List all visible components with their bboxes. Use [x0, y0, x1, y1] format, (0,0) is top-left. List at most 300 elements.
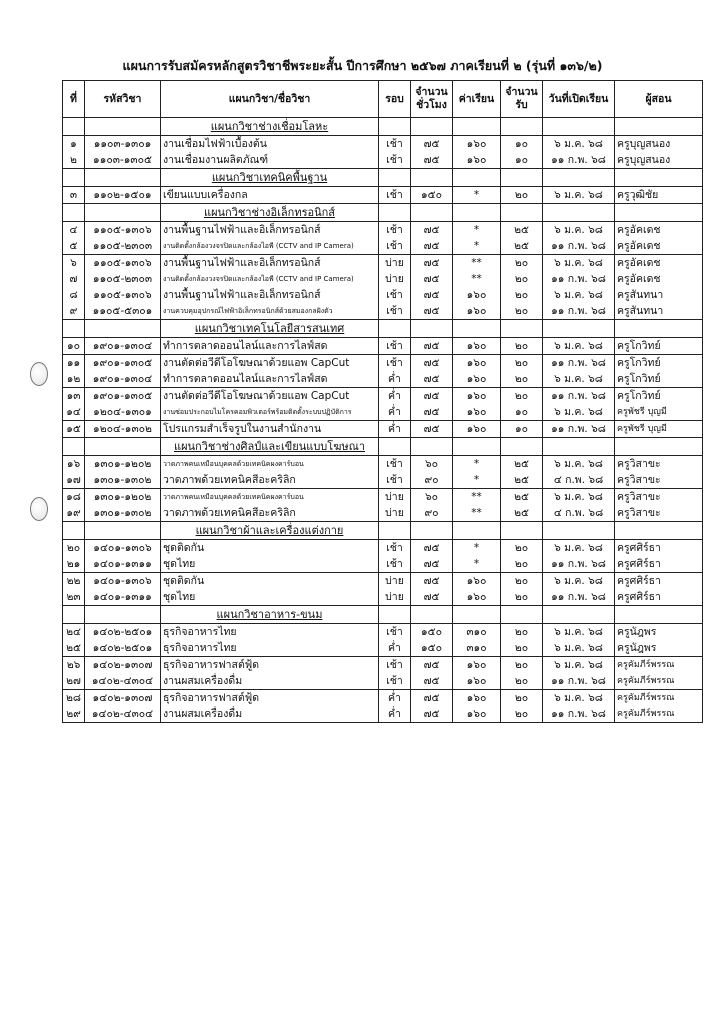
seats: ๑๐: [501, 136, 543, 153]
course-code: ๑๒๐๔-๑๓๐๑: [85, 404, 161, 421]
course-code: ๑๑๐๕-๕๓๐๑: [85, 303, 161, 320]
instructor: ครูอัคเดช: [615, 255, 703, 272]
fee: ๑๖๐: [453, 404, 501, 421]
fee: ๑๖๐: [453, 371, 501, 388]
course-code: ๑๓๐๑-๑๓๐๒: [85, 472, 161, 489]
col-header-start-date: วันที่เปิดเรียน: [543, 81, 615, 118]
section-header-cell: [85, 118, 161, 136]
hours: ๗๕: [411, 338, 453, 355]
instructor: ครูคัมภีร์พรรณ: [615, 690, 703, 707]
course-name: งานพื้นฐานไฟฟ้าและอิเล็กทรอนิกส์: [161, 255, 379, 272]
table-row: [63, 657, 703, 674]
section-header-cell: [379, 606, 411, 624]
course-code: ๑๓๐๑-๑๒๐๒: [85, 456, 161, 473]
seats: ๒๕: [501, 456, 543, 473]
seats: ๒๐: [501, 556, 543, 573]
course-code: ๑๙๐๑-๑๓๐๕: [85, 355, 161, 372]
round: บ่าย: [379, 489, 411, 506]
section-header-cell: [615, 320, 703, 338]
fee: *: [453, 556, 501, 573]
table-row: [63, 338, 703, 355]
row-no: ๒๘: [63, 690, 85, 707]
row-no: ๑๒: [63, 371, 85, 388]
hours: ๗๕: [411, 355, 453, 372]
fee: **: [453, 505, 501, 522]
section-header-cell: [63, 438, 85, 456]
row-no: ๑๓: [63, 388, 85, 405]
instructor: ครูสันทนา: [615, 287, 703, 303]
start-date: ๖ ม.ค. ๖๘: [543, 640, 615, 657]
table-row: [63, 421, 703, 438]
start-date: ๖ ม.ค. ๖๘: [543, 690, 615, 707]
section-header-cell: [453, 438, 501, 456]
section-header-cell: [453, 606, 501, 624]
table-row: [63, 472, 703, 489]
seats: ๒๐: [501, 589, 543, 606]
row-no: ๑๙: [63, 505, 85, 522]
round: ค่ำ: [379, 388, 411, 405]
table-row: [63, 355, 703, 372]
fee: ๓๑๐: [453, 624, 501, 641]
fee: *: [453, 540, 501, 557]
hours: ๗๕: [411, 706, 453, 723]
table-row: [63, 255, 703, 272]
row-no: ๑๕: [63, 421, 85, 438]
section-header-cell: [453, 169, 501, 187]
section-name: แผนกวิชาเทคโนโลยีสารสนเทศ: [161, 320, 379, 338]
course-name: ทำการตลาดออนไลน์และการไลฟ์สด: [161, 338, 379, 355]
row-no: ๒: [63, 152, 85, 169]
section-header-cell: [453, 204, 501, 222]
round: บ่าย: [379, 589, 411, 606]
seats: ๒๐: [501, 255, 543, 272]
course-code: ๑๓๐๑-๑๒๐๒: [85, 489, 161, 506]
fee: ๑๖๐: [453, 338, 501, 355]
section-header-cell: [615, 522, 703, 540]
start-date: ๖ ม.ค. ๖๘: [543, 540, 615, 557]
course-code: ๑๔๐๑-๑๓๑๑: [85, 589, 161, 606]
hours: ๗๕: [411, 255, 453, 272]
instructor: ครูคัมภีร์พรรณ: [615, 706, 703, 723]
course-name: งานเชื่อมงานผลิตภัณฑ์: [161, 152, 379, 169]
table-row: [63, 505, 703, 522]
seats: ๒๕: [501, 472, 543, 489]
course-name: ธุรกิจอาหารไทย: [161, 624, 379, 641]
fee: ๑๖๐: [453, 388, 501, 405]
course-name: ธุรกิจอาหารฟาสต์ฟู้ด: [161, 690, 379, 707]
hours: ๗๕: [411, 540, 453, 557]
table-row: [63, 540, 703, 557]
start-date: ๑๑ ก.พ. ๖๘: [543, 673, 615, 690]
seats: ๑๐: [501, 152, 543, 169]
round: บ่าย: [379, 573, 411, 590]
hours: ๖๐: [411, 489, 453, 506]
start-date: ๖ ม.ค. ๖๘: [543, 404, 615, 421]
section-header-cell: [85, 320, 161, 338]
course-code: ๑๔๐๒-๑๓๐๗: [85, 657, 161, 674]
course-code: ๑๑๐๕-๒๓๐๓: [85, 238, 161, 255]
section-header-cell: [63, 169, 85, 187]
fee: ๑๖๐: [453, 421, 501, 438]
course-code: ๑๓๐๑-๑๓๐๒: [85, 505, 161, 522]
table-row: [63, 152, 703, 169]
section-header: [63, 320, 703, 338]
section-header-cell: [85, 204, 161, 222]
section-header-cell: [85, 169, 161, 187]
table-row: [63, 489, 703, 506]
round: เช้า: [379, 673, 411, 690]
section-header-cell: [615, 169, 703, 187]
section-name: แผนกวิชาช่างอิเล็กทรอนิกส์: [161, 204, 379, 222]
round: เช้า: [379, 456, 411, 473]
col-header-round: รอบ: [379, 81, 411, 118]
round: เช้า: [379, 303, 411, 320]
instructor: ครูศศิร์ธา: [615, 573, 703, 590]
table-row: [63, 271, 703, 287]
instructor: ครูศศิร์ธา: [615, 540, 703, 557]
row-no: ๑: [63, 136, 85, 153]
hours: ๗๕: [411, 421, 453, 438]
course-schedule-table: [62, 80, 703, 723]
course-code: ๑๔๐๒-๔๓๐๔: [85, 706, 161, 723]
fee: ๑๖๐: [453, 303, 501, 320]
seats: ๒๐: [501, 338, 543, 355]
section-header-cell: [453, 522, 501, 540]
col-header-hours: จำนวนชั่วโมง: [411, 81, 453, 118]
section-header: [63, 522, 703, 540]
hours: ๗๕: [411, 690, 453, 707]
course-name: ชุดไทย: [161, 556, 379, 573]
course-name: งานผสมเครื่องดื่ม: [161, 706, 379, 723]
course-code: ๑๑๐๓-๑๓๐๑: [85, 136, 161, 153]
start-date: ๔ ก.พ. ๖๘: [543, 505, 615, 522]
round: เช้า: [379, 187, 411, 204]
row-no: ๒๐: [63, 540, 85, 557]
section-header-cell: [501, 438, 543, 456]
table-row: [63, 303, 703, 320]
section-header-cell: [543, 522, 615, 540]
seats: ๒๐: [501, 690, 543, 707]
instructor: ครูอัคเดช: [615, 222, 703, 239]
section-header-cell: [453, 118, 501, 136]
hours: ๗๕: [411, 589, 453, 606]
binder-hole: [30, 497, 48, 521]
start-date: ๖ ม.ค. ๖๘: [543, 136, 615, 153]
table-row: [63, 640, 703, 657]
round: บ่าย: [379, 505, 411, 522]
start-date: ๔ ก.พ. ๖๘: [543, 472, 615, 489]
course-name: วาดภาพคนเหมือนบุคคลด้วยเทคนิคผงคาร์บอน: [161, 456, 379, 473]
course-code: ๑๔๐๒-๑๓๐๗: [85, 690, 161, 707]
start-date: ๑๑ ก.พ. ๖๘: [543, 152, 615, 169]
table-row: [63, 136, 703, 153]
course-name: งานผสมเครื่องดื่ม: [161, 673, 379, 690]
hours: ๗๕: [411, 573, 453, 590]
table-row: [63, 690, 703, 707]
instructor: ครูพัชรี บุญมี: [615, 421, 703, 438]
round: ค่ำ: [379, 706, 411, 723]
section-header: [63, 118, 703, 136]
hours: ๗๕: [411, 152, 453, 169]
start-date: ๑๑ ก.พ. ๖๘: [543, 303, 615, 320]
instructor: ครูโกวิทย์: [615, 371, 703, 388]
row-no: ๔: [63, 222, 85, 239]
round: เช้า: [379, 136, 411, 153]
course-name: งานซ่อมประกอบไมโครคอมพิวเตอร์พร้อมติดตั้งระบบปฏิบัติการ: [161, 404, 379, 421]
course-name: งานพื้นฐานไฟฟ้าและอิเล็กทรอนิกส์: [161, 222, 379, 239]
instructor: ครูวิสาขะ: [615, 505, 703, 522]
table-header-row: [63, 81, 703, 118]
section-header-cell: [379, 118, 411, 136]
seats: ๒๐: [501, 388, 543, 405]
table-row: [63, 371, 703, 388]
row-no: ๖: [63, 255, 85, 272]
table-row: [63, 456, 703, 473]
hours: ๗๕: [411, 238, 453, 255]
instructor: ครูสันทนา: [615, 303, 703, 320]
table-row: [63, 238, 703, 255]
course-name: วาดภาพด้วยเทคนิคสีอะคริลิก: [161, 472, 379, 489]
round: บ่าย: [379, 271, 411, 287]
course-code: ๑๑๐๕-๒๓๐๓: [85, 271, 161, 287]
fee: **: [453, 255, 501, 272]
section-name: แผนกวิชาเทคนิคพื้นฐาน: [161, 169, 379, 187]
course-code: ๑๑๐๕-๑๓๐๖: [85, 222, 161, 239]
course-name: เขียนแบบเครื่องกล: [161, 187, 379, 204]
fee: ๑๖๐: [453, 355, 501, 372]
section-header-cell: [63, 320, 85, 338]
section-header-cell: [501, 118, 543, 136]
fee: ๑๖๐: [453, 136, 501, 153]
seats: ๑๐: [501, 421, 543, 438]
course-name: งานเชื่อมไฟฟ้าเบื้องต้น: [161, 136, 379, 153]
table-row: [63, 706, 703, 723]
course-code: ๑๑๐๒-๑๕๐๑: [85, 187, 161, 204]
fee: ๓๑๐: [453, 640, 501, 657]
section-header-cell: [379, 204, 411, 222]
start-date: ๑๑ ก.พ. ๖๘: [543, 706, 615, 723]
row-no: ๕: [63, 238, 85, 255]
start-date: ๖ ม.ค. ๖๘: [543, 573, 615, 590]
section-header-cell: [411, 606, 453, 624]
round: เช้า: [379, 624, 411, 641]
hours: ๖๐: [411, 456, 453, 473]
table-body: [63, 118, 703, 723]
table-row: [63, 187, 703, 204]
section-header-cell: [615, 204, 703, 222]
fee: ๑๖๐: [453, 706, 501, 723]
instructor: ครูนัฎพร: [615, 640, 703, 657]
seats: ๒๐: [501, 640, 543, 657]
section-header-cell: [63, 204, 85, 222]
row-no: ๗: [63, 271, 85, 287]
hours: ๗๕: [411, 287, 453, 303]
col-header-fee: ค่าเรียน: [453, 81, 501, 118]
instructor: ครูบุญสนอง: [615, 136, 703, 153]
section-header-cell: [615, 118, 703, 136]
section-header-cell: [411, 169, 453, 187]
course-code: ๑๔๐๒-๒๕๐๑: [85, 624, 161, 641]
instructor: ครูอัคเดช: [615, 238, 703, 255]
seats: ๒๐: [501, 187, 543, 204]
fee: ๑๖๐: [453, 152, 501, 169]
table-row: [63, 589, 703, 606]
course-name: ชุดติดกัน: [161, 573, 379, 590]
round: ค่ำ: [379, 421, 411, 438]
section-header: [63, 606, 703, 624]
fee: ๑๖๐: [453, 690, 501, 707]
row-no: ๓: [63, 187, 85, 204]
course-name: งานควบคุมอุปกรณ์ไฟฟ้าอิเล็กทรอนิกส์ด้วยสมองกลฝังตัว: [161, 303, 379, 320]
row-no: ๑๔: [63, 404, 85, 421]
seats: ๑๐: [501, 404, 543, 421]
instructor: ครูคัมภีร์พรรณ: [615, 657, 703, 674]
start-date: ๖ ม.ค. ๖๘: [543, 222, 615, 239]
table-row: [63, 287, 703, 303]
start-date: ๖ ม.ค. ๖๘: [543, 187, 615, 204]
course-code: ๑๑๐๕-๑๓๐๖: [85, 287, 161, 303]
instructor: ครูโกวิทย์: [615, 338, 703, 355]
round: ค่ำ: [379, 371, 411, 388]
instructor: ครูวิสาขะ: [615, 472, 703, 489]
hours: ๗๕: [411, 303, 453, 320]
instructor: ครูนัฎพร: [615, 624, 703, 641]
course-name: ชุดติดกัน: [161, 540, 379, 557]
course-code: ๑๔๐๒-๒๕๐๑: [85, 640, 161, 657]
start-date: ๑๑ ก.พ. ๖๘: [543, 271, 615, 287]
course-code: ๑๑๐๓-๑๓๐๕: [85, 152, 161, 169]
row-no: ๒๗: [63, 673, 85, 690]
course-code: ๑๔๐๑-๑๓๐๖: [85, 540, 161, 557]
round: เช้า: [379, 222, 411, 239]
start-date: ๖ ม.ค. ๖๘: [543, 456, 615, 473]
row-no: ๒๖: [63, 657, 85, 674]
fee: ๑๖๐: [453, 673, 501, 690]
course-code: ๑๒๐๔-๑๓๐๒: [85, 421, 161, 438]
row-no: ๒๒: [63, 573, 85, 590]
round: เช้า: [379, 287, 411, 303]
fee: *: [453, 472, 501, 489]
round: ค่ำ: [379, 404, 411, 421]
course-name: วาดภาพด้วยเทคนิคสีอะคริลิก: [161, 505, 379, 522]
course-name: ชุดไทย: [161, 589, 379, 606]
section-header-cell: [85, 522, 161, 540]
round: เช้า: [379, 338, 411, 355]
table-row: [63, 222, 703, 239]
fee: ๑๖๐: [453, 287, 501, 303]
seats: ๒๐: [501, 287, 543, 303]
section-header-cell: [85, 438, 161, 456]
col-header-seats: จำนวนรับ: [501, 81, 543, 118]
section-name: แผนกวิชาช่างเชื่อมโลหะ: [161, 118, 379, 136]
binder-hole: [30, 362, 48, 386]
hours: ๑๕๐: [411, 187, 453, 204]
section-header-cell: [411, 438, 453, 456]
start-date: ๑๑ ก.พ. ๖๘: [543, 388, 615, 405]
section-header-cell: [63, 606, 85, 624]
section-header: [63, 438, 703, 456]
fee: *: [453, 222, 501, 239]
hours: ๗๕: [411, 404, 453, 421]
row-no: ๘: [63, 287, 85, 303]
round: เช้า: [379, 657, 411, 674]
section-header-cell: [543, 204, 615, 222]
hours: ๗๕: [411, 371, 453, 388]
seats: ๒๕: [501, 489, 543, 506]
hours: ๗๕: [411, 271, 453, 287]
course-name: งานตัดต่อวีดีโอโฆษณาด้วยแอพ CapCut: [161, 388, 379, 405]
instructor: ครูโกวิทย์: [615, 355, 703, 372]
row-no: ๙: [63, 303, 85, 320]
seats: ๒๐: [501, 657, 543, 674]
start-date: ๑๑ ก.พ. ๖๘: [543, 238, 615, 255]
section-header: [63, 169, 703, 187]
section-header-cell: [501, 169, 543, 187]
instructor: ครูอัคเดช: [615, 271, 703, 287]
seats: ๒๐: [501, 371, 543, 388]
row-no: ๒๕: [63, 640, 85, 657]
section-header-cell: [85, 606, 161, 624]
round: เช้า: [379, 472, 411, 489]
hours: ๙๐: [411, 472, 453, 489]
row-no: ๒๙: [63, 706, 85, 723]
round: เช้า: [379, 355, 411, 372]
instructor: ครูคัมภีร์พรรณ: [615, 673, 703, 690]
row-no: ๑๑: [63, 355, 85, 372]
table-row: [63, 573, 703, 590]
round: เช้า: [379, 540, 411, 557]
course-code: ๑๔๐๒-๔๓๐๔: [85, 673, 161, 690]
seats: ๒๐: [501, 673, 543, 690]
table-row: [63, 404, 703, 421]
course-name: งานพื้นฐานไฟฟ้าและอิเล็กทรอนิกส์: [161, 287, 379, 303]
round: ค่ำ: [379, 640, 411, 657]
section-name: แผนกวิชาช่างศิลป์และเขียนแบบโฆษณา: [161, 438, 379, 456]
start-date: ๑๑ ก.พ. ๖๘: [543, 589, 615, 606]
instructor: ครูวิสาขะ: [615, 489, 703, 506]
hours: ๗๕: [411, 657, 453, 674]
fee: *: [453, 238, 501, 255]
section-header-cell: [63, 118, 85, 136]
section-header-cell: [501, 204, 543, 222]
start-date: ๖ ม.ค. ๖๘: [543, 287, 615, 303]
hours: ๑๕๐: [411, 624, 453, 641]
fee: *: [453, 187, 501, 204]
fee: ๑๖๐: [453, 589, 501, 606]
row-no: ๑๘: [63, 489, 85, 506]
instructor: ครูพัชรี บุญมี: [615, 404, 703, 421]
section-header-cell: [379, 522, 411, 540]
start-date: ๑๑ ก.พ. ๖๘: [543, 421, 615, 438]
section-header-cell: [615, 606, 703, 624]
hours: ๗๕: [411, 673, 453, 690]
course-name: งานตัดต่อวีดีโอโฆษณาด้วยแอพ CapCut: [161, 355, 379, 372]
hours: ๗๕: [411, 388, 453, 405]
instructor: ครูศศิร์ธา: [615, 556, 703, 573]
section-header-cell: [379, 438, 411, 456]
course-code: ๑๙๐๑-๑๓๐๔: [85, 338, 161, 355]
start-date: ๖ ม.ค. ๖๘: [543, 489, 615, 506]
section-header-cell: [411, 522, 453, 540]
table-row: [63, 556, 703, 573]
instructor: ครูศศิร์ธา: [615, 589, 703, 606]
section-header-cell: [543, 320, 615, 338]
page-title: แผนการรับสมัครหลักสูตรวิชาชีพระยะสั้น ปีการศึกษา ๒๕๖๗ ภาคเรียนที่ ๒ (รุ่นที่ ๑๓๖/๒): [122, 58, 603, 73]
course-name: ธุรกิจอาหารฟาสต์ฟู้ด: [161, 657, 379, 674]
section-header-cell: [501, 606, 543, 624]
course-name: โปรแกรมสำเร็จรูปในงานสำนักงาน: [161, 421, 379, 438]
course-code: ๑๔๐๑-๑๓๑๑: [85, 556, 161, 573]
